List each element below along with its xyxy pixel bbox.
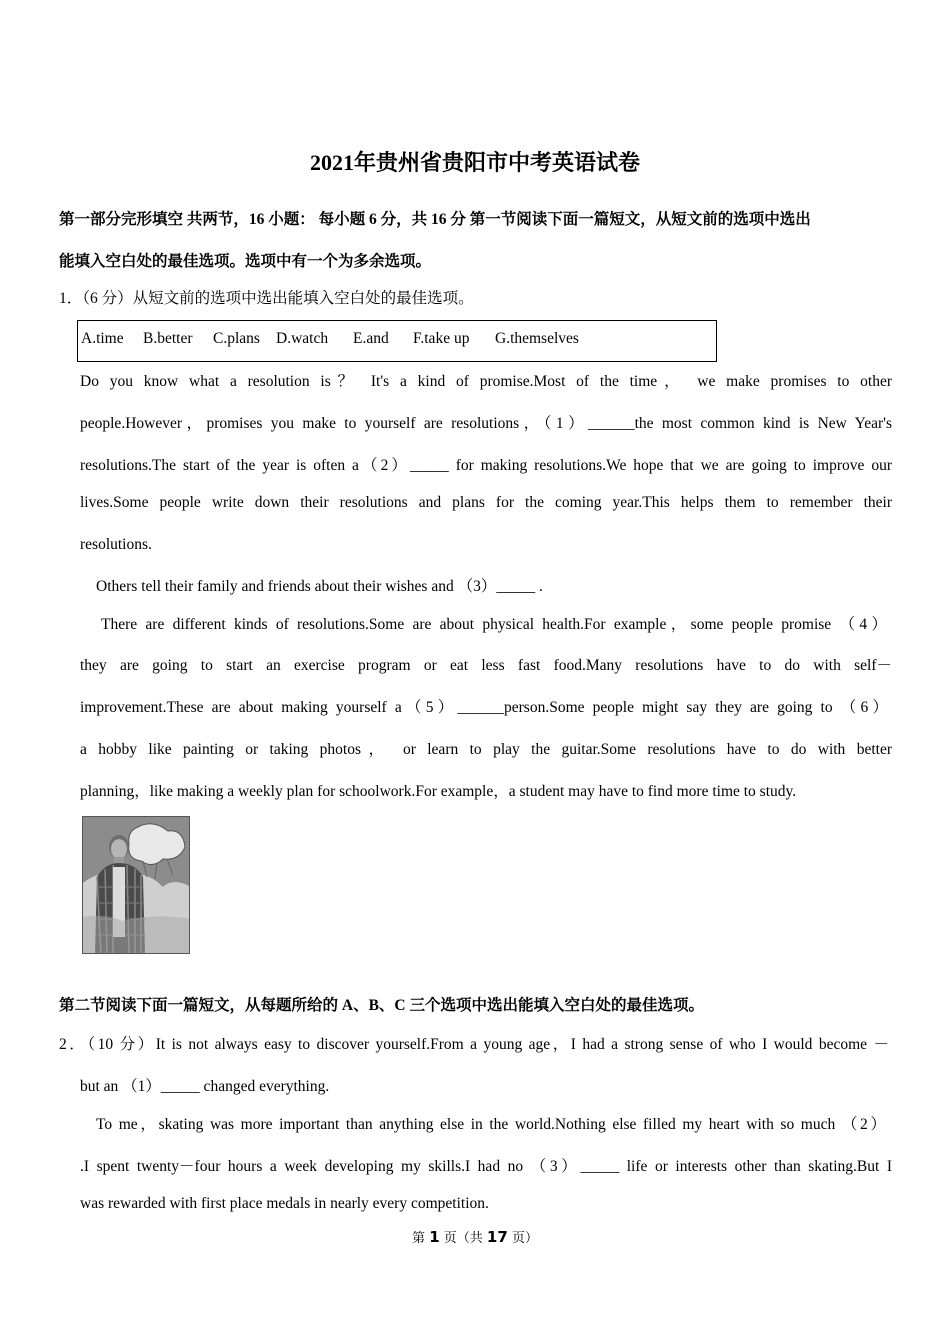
passage-line: improvement.These are about making yourself a（5）______person.Some people might say they are going to （6） (80, 699, 888, 716)
part2-intro: 第二节阅读下面一篇短文，从每题所给的 A、B、C 三个选项中选出能填入空白处的最佳选项。 (59, 997, 704, 1014)
passage-photo (82, 816, 190, 954)
option-g: G.themselves (495, 330, 579, 347)
page-title: 2021年贵州省贵阳市中考英语试卷 (309, 150, 640, 175)
option-b: B.better (143, 330, 193, 347)
option-c: C.plans (213, 330, 260, 347)
question-2-line: To me，skating was more important than anything else in the world.Nothing else filled my heart with so much （2） (96, 1116, 886, 1133)
option-e: E.and (353, 330, 389, 347)
passage-line: There are different kinds of resolutions.Some are about physical health.For example，some people promise （4） (101, 616, 887, 633)
question-1-stem: 1．（6 分）从短文前的选项中选出能填入空白处的最佳选项。 (59, 290, 474, 307)
footer-total-pages: 17 (486, 1228, 508, 1246)
passage-line: they are going to start an exercise program or eat less fast food.Many resolutions have to do with self－ (80, 657, 892, 674)
option-f: F.take up (413, 330, 470, 347)
options-box (77, 320, 717, 362)
question-2-line: was rewarded with first place medals in nearly every competition. (80, 1195, 489, 1212)
passage-line: resolutions. (80, 536, 152, 553)
question-2-line: 2．（10 分）It is not always easy to discover yourself.From a young age，I had a strong sense of who I would become － (59, 1036, 889, 1053)
passage-line: resolutions.The start of the year is often a（2）_____ for making resolutions.We hope that we are going to improve our (80, 457, 892, 474)
option-a: A.time (81, 330, 124, 347)
page-footer (0, 1227, 950, 1246)
passage-line: people.However，promises you make to yourself are resolutions，（1）______the most common kind is New Year's (80, 415, 892, 432)
footer-suffix: 页） (511, 1231, 538, 1246)
passage-line: planning，like making a weekly plan for schoolwork.For example，a student may have to find more time to study. (80, 783, 797, 800)
footer-page-number: 1 (429, 1228, 440, 1246)
question-2-line: but an （1）_____ changed everything. (80, 1078, 330, 1095)
passage-line: Do you know what a resolution is？ It's a kind of promise.Most of the time， we make promises to other (80, 373, 892, 390)
part1-intro-line1: 第一部分完形填空 共两节，16 小题： 每小题 6 分，共 16 分 第一节阅读下面一篇短文，从短文前的选项中选出 (59, 211, 811, 228)
footer-prefix: 第 (412, 1231, 426, 1246)
option-d: D.watch (276, 330, 329, 347)
passage-line: Others tell their family and friends about their wishes and （3）_____ . (96, 578, 543, 595)
passage-line: lives.Some people write down their resolutions and plans for the coming year.This helps them to remember their (80, 494, 892, 511)
footer-middle: 页（共 (443, 1231, 483, 1246)
question-2-line: .I spent twenty－four hours a week developing my skills.I had no （3）_____ life or interests other than skating.But I (80, 1158, 892, 1175)
part1-intro-line2: 能填入空白处的最佳选项。选项中有一个为多余选项。 (59, 253, 432, 270)
passage-line: a hobby like painting or taking photos， or learn to play the guitar.Some resolutions have to do with better (80, 741, 892, 758)
